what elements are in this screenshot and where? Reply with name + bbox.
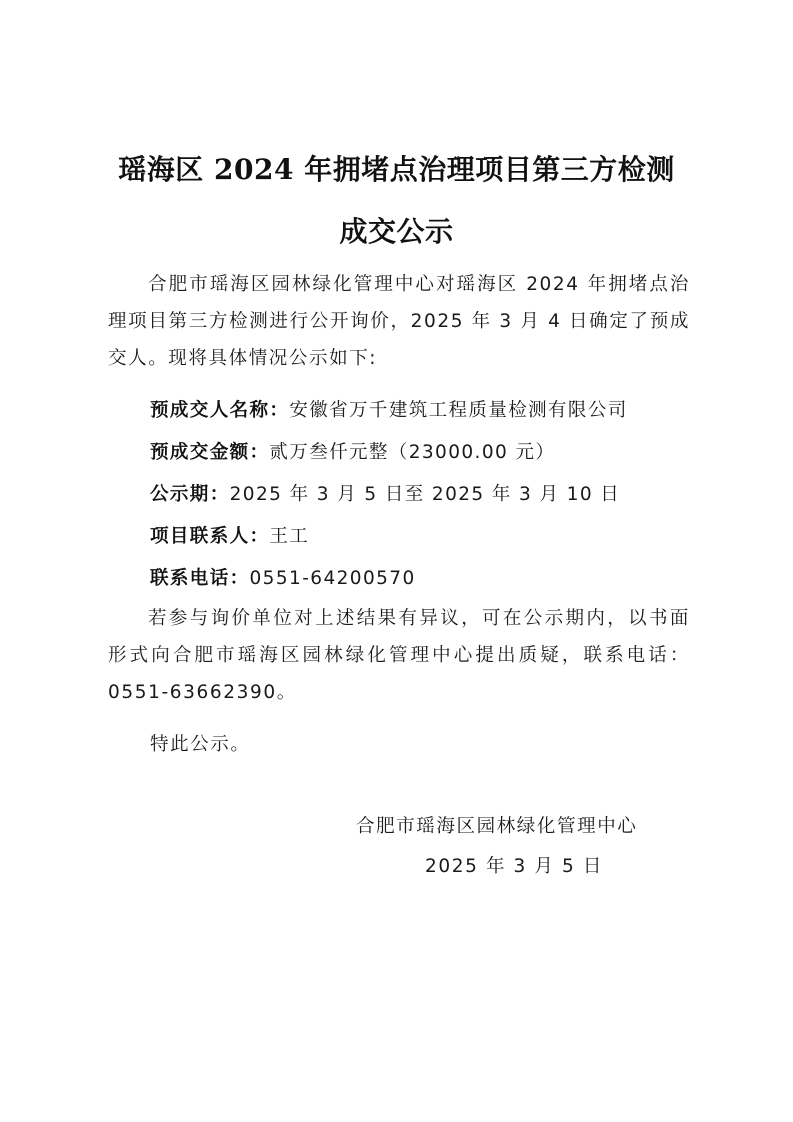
field-value: 王工	[269, 526, 310, 547]
signature-organization: 合肥市瑶海区园林绿化管理中心	[356, 816, 638, 837]
document-title-line2: 成交公示	[339, 215, 454, 248]
field-value: 0551-64200570	[249, 568, 416, 589]
field-label: 项目联系人：	[150, 526, 270, 547]
field-project-contact	[150, 518, 710, 555]
document-title-line1: 瑶海区 2024 年拥堵点治理项目第三方检测	[118, 153, 675, 186]
field-label: 预成交金额：	[150, 442, 270, 463]
field-value: 贰万叁仟元整（23000.00 元）	[269, 442, 556, 463]
field-value: 安徽省万千建筑工程质量检测有限公司	[289, 400, 628, 421]
field-winner-name	[150, 392, 710, 429]
field-winning-amount	[150, 434, 710, 471]
field-label: 预成交人名称：	[150, 400, 290, 421]
objection-paragraph: 若参与询价单位对上述结果有异议，可在公示期内，以书面形式向合肥市瑶海区园林绿化管理中心提出质疑，联系电话：0551-63662390。	[108, 608, 690, 703]
field-value: 2025 年 3 月 5 日至 2025 年 3 月 10 日	[229, 484, 621, 505]
field-label: 公示期：	[150, 484, 230, 505]
field-publicity-period	[150, 476, 710, 513]
field-label: 联系电话：	[150, 568, 250, 589]
intro-paragraph: 合肥市瑶海区园林绿化管理中心对瑶海区 2024 年拥堵点治理项目第三方检测进行公开询价，2025 年 3 月 4 日确定了预成交人。现将具体情况公示如下:	[108, 274, 690, 369]
field-contact-phone	[150, 560, 710, 597]
closing-statement: 特此公示。	[150, 734, 251, 755]
signature-date: 2025 年 3 月 5 日	[425, 856, 603, 877]
